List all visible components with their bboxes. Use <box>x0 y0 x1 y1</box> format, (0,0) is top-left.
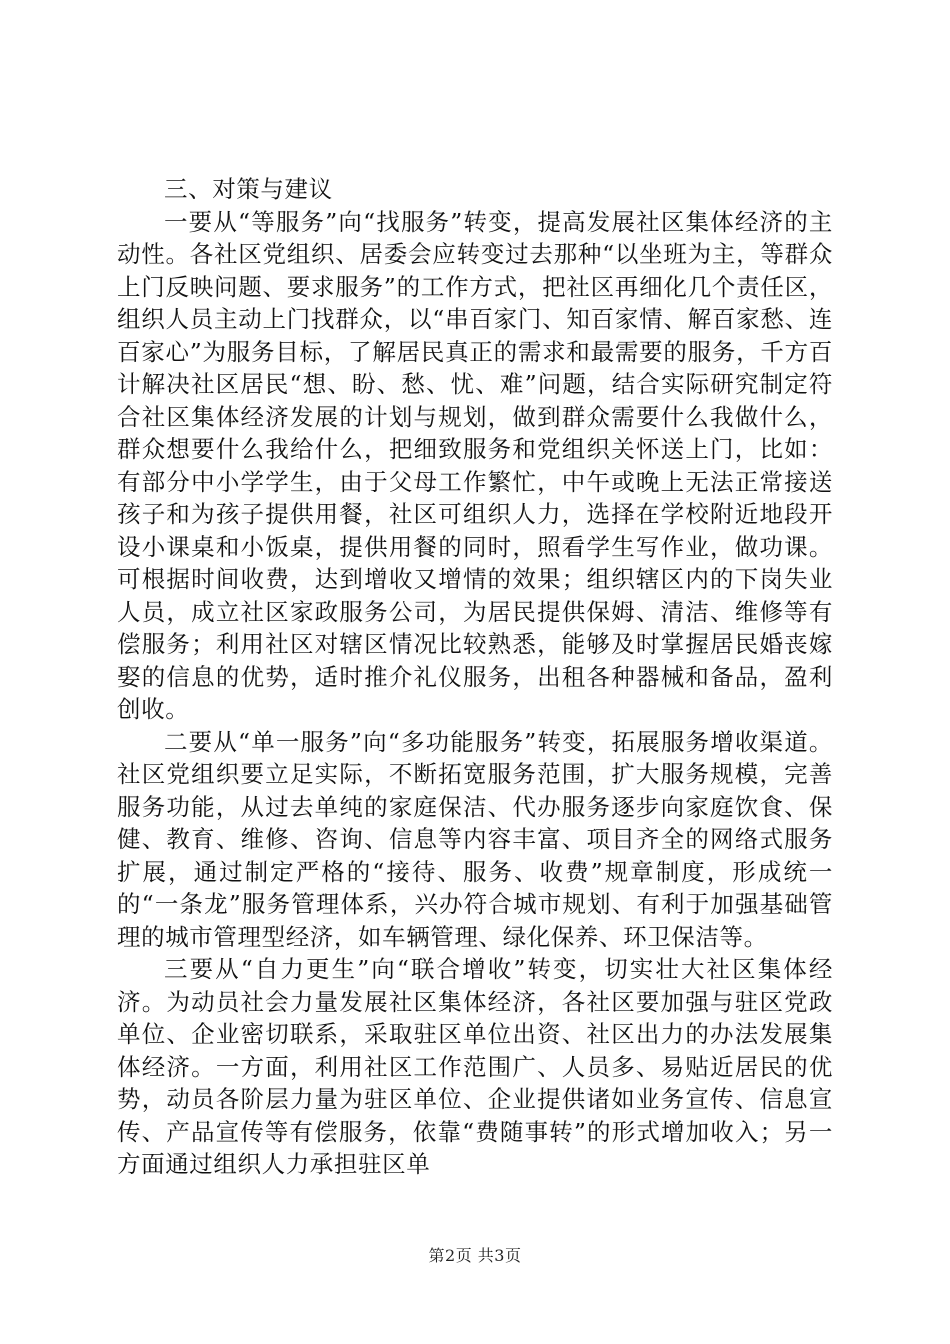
page-number-footer: 第2页 共3页 <box>428 1246 522 1265</box>
document-body <box>117 173 833 1181</box>
paragraph-2: 二要从“单一服务”向“多功能服务”转变，拓展服务增收渠道。社区党组织要立足实际，不断拓宽服务范围，扩大服务规模，完善服务功能，从过去单纯的家庭保洁、代办服务逐步向家庭饮食、保健、教育、维修、咨询、信息等内容丰富、项目齐全的网络式服务扩展，通过制定严格的“接待、服务、收费”规章制度，形成统一的“一条龙”服务管理体系，兴办符合城市规划、有利于加强基础管理的城市管理型经济，如车辆管理、绿化保养、环卫保洁等。 <box>117 727 833 951</box>
paragraph-1: 一要从“等服务”向“找服务”转变，提高发展社区集体经济的主动性。各社区党组织、居委会应转变过去那种“以坐班为主，等群众上门反映问题、要求服务”的工作方式，把社区再细化几个责任区，组织人员主动上门找群众，以“串百家门、知百家情、解百家愁、连百家心”为服务目标，了解居民真正的需求和最需要的服务，千方百计解决社区居民“想、盼、愁、忧、难”问题，结合实际研究制定符合社区集体经济发展的计划与规划，做到群众需要什么我做什么，群众想要什么我给什么，把细致服务和党组织关怀送上门，比如：有部分中小学学生，由于父母工作繁忙，中午或晚上无法正常接送孩子和为孩子提供用餐，社区可组织人力，选择在学校附近地段开设小课桌和小饭桌，提供用餐的同时，照看学生写作业，做功课。可根据时间收费，达到增收又增情的效果；组织辖区内的下岗失业人员，成立社区家政服务公司，为居民提供保姆、清洁、维修等有偿服务；利用社区对辖区情况比较熟悉，能够及时掌握居民婚丧嫁娶的信息的优势，适时推介礼仪服务，出租各种器械和备品，盈利创收。 <box>117 207 833 723</box>
section-heading: 三、对策与建议 <box>164 175 333 203</box>
paragraph-3: 三要从“自力更生”向“联合增收”转变，切实壮大社区集体经济。为动员社会力量发展社区集体经济，各社区要加强与驻区党政单位、企业密切联系，采取驻区单位出资、社区出力的办法发展集体经济。一方面，利用社区工作范围广、人员多、易贴近居民的优势，动员各阶层力量为驻区单位、企业提供诸如业务宣传、信息宣传、产品宣传等有偿服务，依靠“费随事转”的形式增加收入；另一方面通过组织人力承担驻区单 <box>117 955 833 1178</box>
